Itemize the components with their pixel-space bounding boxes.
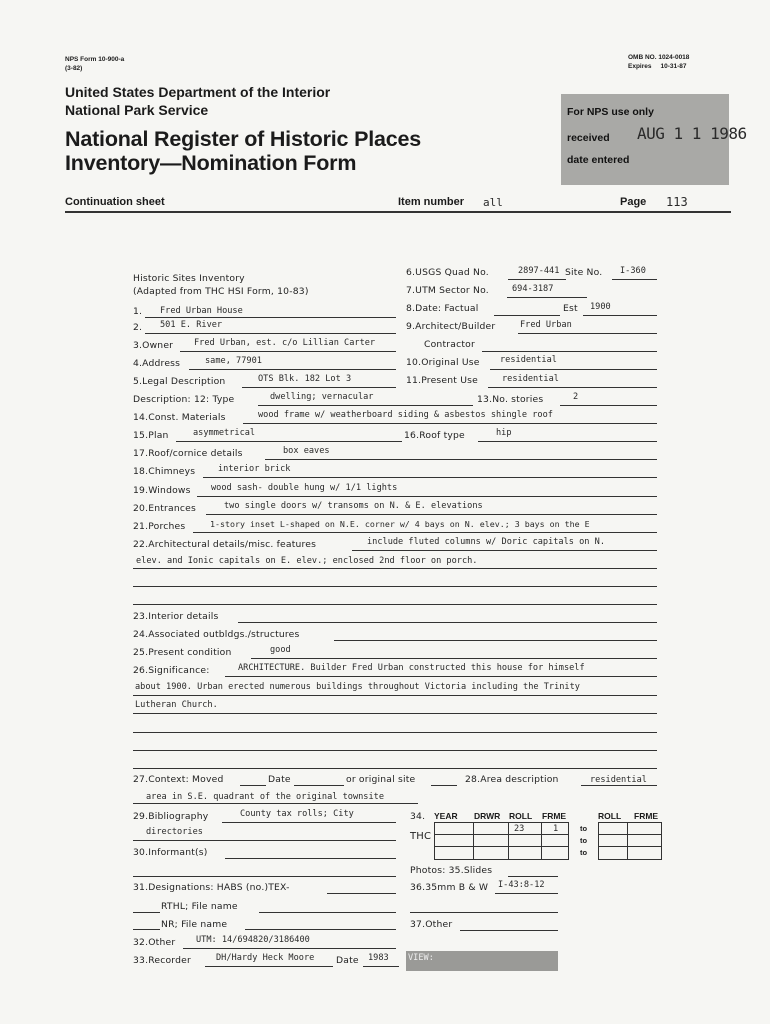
address-label: 4.Address (133, 358, 181, 369)
utm-sector-value: 694-3187 (512, 284, 554, 294)
significance-label: 26.Significance: (133, 665, 210, 676)
col-year: YEAR (434, 811, 458, 821)
recorder-date-value: 1983 (368, 953, 389, 963)
plan-label: 15.Plan (133, 430, 169, 441)
owner-value: Fred Urban, est. c/o Lillian Carter (194, 338, 376, 348)
header-rule (65, 211, 731, 213)
thc-frme: 1 (553, 824, 559, 834)
page-label: Page (620, 196, 647, 208)
architect-label: 9.Architect/Builder (406, 321, 496, 332)
interior-label: 23.Interior details (133, 611, 219, 622)
other-label: 32.Other (133, 937, 176, 948)
view-label: VIEW: (408, 953, 434, 963)
context-date-label: Date (268, 774, 291, 785)
legal-description-value: OTS Blk. 182 Lot 3 (258, 374, 352, 384)
continuation-sheet: Continuation sheet (65, 196, 165, 208)
nps-use-box (561, 94, 747, 185)
col-roll-2: ROLL (598, 811, 622, 821)
historic-name: Fred Urban House (160, 306, 243, 316)
page-number: 113 (666, 195, 688, 209)
col-drwr: DRWR (474, 811, 501, 821)
stories-label: 13.No. stories (477, 394, 544, 405)
porches-value: 1-story inset L-shaped on N.E. corner w/ 4 bays on N. elev.; 3 bays on the E (210, 519, 590, 529)
thc-label: THC (410, 831, 432, 842)
present-use-value: residential (502, 374, 559, 384)
designations-label: 31.Designations: HABS (no.)TEX- (133, 882, 290, 893)
thc-grid (434, 822, 569, 860)
owner-label: 3.Owner (133, 340, 174, 351)
item-number: all (483, 196, 503, 209)
contractor-label: Contractor (424, 339, 475, 350)
chimneys-label: 18.Chimneys (133, 466, 196, 477)
legal-description-label: 5.Legal Description (133, 376, 226, 387)
site-no-label: Site No. (565, 267, 603, 278)
bw-label: 36.35mm B & W (410, 882, 489, 893)
bw-value: I-43:8-12 (498, 880, 545, 890)
other-photos-label: 37.Other (410, 919, 453, 930)
area-description-value-2: area in S.E. quadrant of the original townsite (146, 792, 384, 802)
entrances-value: two single doors w/ transoms on N. & E. elevations (224, 501, 483, 511)
chimneys-value: interior brick (218, 464, 291, 474)
other-value: UTM: 14/694820/3186400 (196, 935, 310, 945)
department: United States Department of the Interior (65, 84, 331, 100)
informants-label: 30.Informant(s) (133, 847, 208, 858)
windows-label: 19.Windows (133, 485, 191, 496)
date-entered-label: date entered (567, 154, 630, 166)
form-title-line2: Inventory—Nomination Form (65, 151, 357, 175)
col-frme: FRME (542, 811, 567, 821)
received-label: received (567, 132, 610, 144)
item-number-label: Item number (398, 196, 465, 208)
usgs-quad-label: 6.USGS Quad No. (406, 267, 489, 278)
porches-label: 21.Porches (133, 521, 186, 532)
significance-value-2: about 1900. Urban erected numerous buildings throughout Victoria including the Trinity (135, 682, 580, 692)
arch-details-value: include fluted columns w/ Doric capitals on N. (367, 537, 605, 547)
nr-label: NR; File name (161, 919, 228, 930)
context-moved-label: 27.Context: Moved (133, 774, 224, 785)
form-title-line1: National Register of Historic Places (65, 127, 422, 151)
type-label: Description: 12: Type (133, 394, 235, 405)
roof-cornice-value: box eaves (283, 446, 330, 456)
utm-sector-label: 7.UTM Sector No. (406, 285, 489, 296)
address-value: same, 77901 (205, 356, 262, 366)
item-34-label: 34. (410, 811, 426, 822)
roof-cornice-label: 17.Roof/cornice details (133, 448, 243, 459)
site-no-value: I-360 (620, 266, 646, 276)
received-stamp: AUG 1 1 1986 (637, 124, 747, 143)
stories-value: 2 (573, 392, 579, 402)
present-use-label: 11.Present Use (406, 375, 478, 386)
plan-value: asymmetrical (193, 428, 256, 438)
item-1-label: 1. (133, 306, 143, 317)
arch-details-value-2: elev. and Ionic capitals on E. elev.; enclosed 2nd floor on porch. (136, 556, 478, 566)
roof-type-value: hip (496, 428, 512, 438)
to-3: to (580, 848, 588, 857)
service: National Park Service (65, 102, 209, 118)
bibliography-value: County tax rolls; City (240, 809, 354, 819)
windows-value: wood sash- double hung w/ 1/1 lights (211, 483, 398, 493)
date-est-value: 1900 (590, 302, 611, 312)
item-2-label: 2. (133, 322, 143, 333)
original-use-value: residential (500, 355, 557, 365)
roof-type-label: 16.Roof type (404, 430, 465, 441)
significance-value-3: Lutheran Church. (135, 700, 218, 710)
nps-use-label: For NPS use only (567, 106, 654, 118)
original-use-label: 10.Original Use (406, 357, 480, 368)
condition-label: 25.Present condition (133, 647, 232, 658)
materials-value: wood frame w/ weatherboard siding & asbestos shingle roof (258, 410, 553, 420)
form-date: (3-82) (65, 65, 83, 72)
col-roll: ROLL (509, 811, 533, 821)
outbuildings-label: 24.Associated outbldgs./structures (133, 629, 300, 640)
entrances-label: 20.Entrances (133, 503, 196, 514)
bibliography-value-2: directories (146, 827, 203, 837)
to-2: to (580, 836, 588, 845)
area-description-label: 28.Area description (465, 774, 559, 785)
inventory-heading: Historic Sites Inventory (133, 273, 245, 284)
expires: Expires 10-31-87 (628, 63, 687, 70)
usgs-quad-value: 2897-441 (518, 266, 560, 276)
rthl-label: RTHL; File name (161, 901, 238, 912)
date-est-label: Est (563, 303, 578, 314)
type-value: dwelling; vernacular (270, 392, 374, 402)
materials-label: 14.Const. Materials (133, 412, 226, 423)
original-site-label: or original site (346, 774, 416, 785)
street-address: 501 E. River (160, 320, 223, 330)
arch-details-label: 22.Architectural details/misc. features (133, 539, 317, 550)
thc-roll: 23 (514, 824, 525, 834)
recorder-date-label: Date (336, 955, 359, 966)
to-grid (598, 822, 662, 860)
photos-slides-label: Photos: 35.Slides (410, 865, 493, 876)
form-number: NPS Form 10-900-a (65, 56, 125, 63)
inventory-subheading: (Adapted from THC HSI Form, 10-83) (133, 286, 309, 297)
architect-value: Fred Urban (520, 320, 572, 330)
recorder-label: 33.Recorder (133, 955, 191, 966)
to-1: to (580, 824, 588, 833)
significance-value: ARCHITECTURE. Builder Fred Urban constructed this house for himself (238, 663, 585, 673)
col-frme-2: FRME (634, 811, 659, 821)
area-description-value: residential (590, 775, 647, 785)
recorder-value: DH/Hardy Heck Moore (216, 953, 315, 963)
omb-number: OMB NO. 1024-0018 (628, 54, 690, 61)
bibliography-label: 29.Bibliography (133, 811, 209, 822)
date-factual-label: 8.Date: Factual (406, 303, 479, 314)
condition-value: good (270, 645, 291, 655)
